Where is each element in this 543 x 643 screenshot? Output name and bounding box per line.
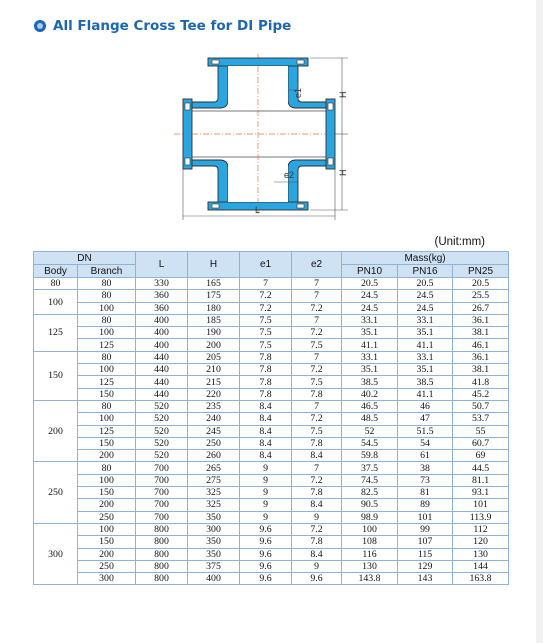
table-cell: 116 (342, 548, 398, 560)
table-cell: 35.1 (398, 364, 453, 376)
table-cell: 7 (292, 462, 342, 474)
cross-tee-drawing (170, 52, 370, 230)
table-cell: 40.2 (342, 388, 398, 400)
table-row (34, 351, 509, 363)
pn10-header: PN10 (342, 265, 398, 278)
body-header: Body (34, 265, 78, 278)
table-cell: 7.5 (240, 327, 292, 339)
table-cell: 7.5 (240, 339, 292, 351)
table-cell: 700 (136, 499, 188, 511)
table-cell: 38.5 (342, 376, 398, 388)
table-cell: 36.1 (453, 351, 509, 363)
table-cell: 150 (78, 487, 136, 499)
table-row (34, 376, 509, 388)
table-cell: 100 (78, 523, 136, 535)
table-cell: 61 (398, 450, 453, 462)
table-cell: 37.5 (342, 462, 398, 474)
table-cell: 80 (78, 462, 136, 474)
table-cell: 400 (136, 314, 188, 326)
l-label: L (255, 205, 261, 215)
table-cell: 700 (136, 462, 188, 474)
body-cell: 200 (34, 400, 78, 461)
table-cell: 7.8 (240, 376, 292, 388)
table-cell: 100 (78, 474, 136, 486)
table-cell: 26.7 (453, 302, 509, 314)
table-cell: 440 (136, 351, 188, 363)
table-cell: 300 (188, 523, 240, 535)
table-cell: 175 (188, 290, 240, 302)
table-cell: 360 (136, 302, 188, 314)
table-cell: 205 (188, 351, 240, 363)
table-cell: 9 (292, 511, 342, 523)
table-cell: 350 (188, 548, 240, 560)
table-cell: 7.5 (292, 376, 342, 388)
table-cell: 7.2 (292, 413, 342, 425)
table-cell: 9 (240, 511, 292, 523)
table-cell: 35.1 (342, 364, 398, 376)
table-cell: 45.2 (453, 388, 509, 400)
table-cell: 400 (136, 327, 188, 339)
table-cell: 7.8 (240, 364, 292, 376)
body-cell: 300 (34, 523, 78, 584)
table-cell: 101 (398, 511, 453, 523)
table-cell: 80 (78, 351, 136, 363)
table-cell: 7 (240, 278, 292, 290)
table-row (34, 302, 509, 314)
table-cell: 7.5 (292, 425, 342, 437)
table-cell: 113.9 (453, 511, 509, 523)
table-cell: 100 (78, 327, 136, 339)
table-cell: 7.5 (240, 314, 292, 326)
table-cell: 7.8 (292, 437, 342, 449)
table-cell: 125 (78, 339, 136, 351)
table-row (34, 523, 509, 535)
table-cell: 180 (188, 302, 240, 314)
section-title (34, 18, 291, 34)
table-cell: 9.6 (240, 523, 292, 535)
table-cell: 47 (398, 413, 453, 425)
table-cell: 7.8 (292, 388, 342, 400)
table-row (34, 364, 509, 376)
table-cell: 54.5 (342, 437, 398, 449)
table-cell: 375 (188, 560, 240, 572)
table-cell: 9 (240, 474, 292, 486)
table-cell: 700 (136, 474, 188, 486)
table-row (34, 474, 509, 486)
table-cell: 33.1 (398, 314, 453, 326)
table-cell: 275 (188, 474, 240, 486)
table-cell: 7.2 (240, 290, 292, 302)
table-cell: 400 (188, 573, 240, 585)
table-cell: 20.5 (398, 278, 453, 290)
table-cell: 9.6 (240, 573, 292, 585)
table-cell: 35.1 (398, 327, 453, 339)
table-cell: 400 (136, 339, 188, 351)
table-cell: 48.5 (342, 413, 398, 425)
table-cell: 9.6 (240, 548, 292, 560)
table-cell: 80 (78, 314, 136, 326)
table-row (34, 290, 509, 302)
table-cell: 700 (136, 487, 188, 499)
e1-header: e1 (240, 252, 292, 278)
table-cell: 350 (188, 511, 240, 523)
table-cell: 38.1 (453, 327, 509, 339)
table-cell: 7.8 (292, 487, 342, 499)
table-row (34, 511, 509, 523)
table-cell: 7 (292, 290, 342, 302)
table-row (34, 487, 509, 499)
spec-table (33, 251, 509, 585)
table-cell: 98.9 (342, 511, 398, 523)
table-cell: 325 (188, 499, 240, 511)
table-row (34, 425, 509, 437)
body-cell: 80 (34, 278, 78, 290)
table-cell: 33.1 (398, 351, 453, 363)
table-cell: 107 (398, 536, 453, 548)
table-cell: 9 (240, 487, 292, 499)
table-cell: 53.7 (453, 413, 509, 425)
mass-header: Mass(kg) (342, 252, 509, 265)
table-cell: 100 (78, 302, 136, 314)
table-cell: 115 (398, 548, 453, 560)
table-cell: 330 (136, 278, 188, 290)
table-cell: 9.6 (240, 560, 292, 572)
table-cell: 38 (398, 462, 453, 474)
dn-header: DN (34, 252, 136, 265)
table-cell: 100 (78, 413, 136, 425)
table-row (34, 499, 509, 511)
table-row (34, 400, 509, 412)
table-cell: 200 (188, 339, 240, 351)
table-cell: 240 (188, 413, 240, 425)
table-cell: 700 (136, 511, 188, 523)
table-cell: 250 (78, 560, 136, 572)
table-cell: 800 (136, 548, 188, 560)
table-row (34, 327, 509, 339)
table-cell: 520 (136, 413, 188, 425)
table-cell: 350 (188, 536, 240, 548)
body-cell: 125 (34, 314, 78, 351)
table-cell: 7.2 (292, 302, 342, 314)
table-cell: 52 (342, 425, 398, 437)
table-cell: 8.4 (240, 400, 292, 412)
table-row (34, 548, 509, 560)
table-cell: 41.1 (398, 339, 453, 351)
table-row (34, 339, 509, 351)
table-cell: 50.7 (453, 400, 509, 412)
pn25-header: PN25 (453, 265, 509, 278)
table-cell: 8.4 (292, 450, 342, 462)
table-row (34, 413, 509, 425)
table-cell: 41.8 (453, 376, 509, 388)
table-cell: 129 (398, 560, 453, 572)
table-cell: 46.1 (453, 339, 509, 351)
e1-label: e1 (293, 87, 303, 98)
table-cell: 74.5 (342, 474, 398, 486)
table-cell: 60.7 (453, 437, 509, 449)
e2-header: e2 (292, 252, 342, 278)
table-cell: 210 (188, 364, 240, 376)
table-cell: 38.1 (453, 364, 509, 376)
table-cell: 112 (453, 523, 509, 535)
table-row (34, 536, 509, 548)
table-cell: 8.4 (292, 548, 342, 560)
table-cell: 125 (78, 376, 136, 388)
table-cell: 800 (136, 560, 188, 572)
body-cell: 150 (34, 351, 78, 400)
table-cell: 51.5 (398, 425, 453, 437)
table-cell: 143.8 (342, 573, 398, 585)
table-cell: 73 (398, 474, 453, 486)
table-cell: 200 (78, 548, 136, 560)
table-cell: 325 (188, 487, 240, 499)
table-cell: 200 (78, 450, 136, 462)
table-cell: 41.1 (398, 388, 453, 400)
table-row (34, 388, 509, 400)
table-cell: 125 (78, 425, 136, 437)
e2-label: e2 (284, 170, 295, 180)
table-cell: 215 (188, 376, 240, 388)
table-cell: 20.5 (453, 278, 509, 290)
pn16-header: PN16 (398, 265, 453, 278)
section-title-text: All Flange Cross Tee for DI Pipe (53, 18, 292, 34)
table-cell: 7 (292, 278, 342, 290)
table-cell: 440 (136, 364, 188, 376)
table-cell: 89 (398, 499, 453, 511)
table-cell: 7 (292, 314, 342, 326)
table-cell: 99 (398, 523, 453, 535)
table-cell: 200 (78, 499, 136, 511)
h-header: H (188, 252, 240, 278)
h-bottom-label: H (338, 169, 348, 176)
table-row (34, 437, 509, 449)
table-cell: 93.1 (453, 487, 509, 499)
table-row (34, 560, 509, 572)
table-cell: 8.4 (240, 413, 292, 425)
table-cell: 143 (398, 573, 453, 585)
spec-table-body (34, 278, 509, 585)
table-cell: 800 (136, 523, 188, 535)
table-cell: 24.5 (398, 302, 453, 314)
table-cell: 7.2 (292, 474, 342, 486)
table-cell: 120 (453, 536, 509, 548)
table-cell: 81 (398, 487, 453, 499)
table-cell: 20.5 (342, 278, 398, 290)
table-cell: 69 (453, 450, 509, 462)
table-cell: 24.5 (342, 290, 398, 302)
l-header: L (136, 252, 188, 278)
table-row (34, 278, 509, 290)
table-cell: 300 (78, 573, 136, 585)
table-cell: 46 (398, 400, 453, 412)
table-cell: 9 (240, 462, 292, 474)
table-cell: 33.1 (342, 351, 398, 363)
table-cell: 7.2 (292, 364, 342, 376)
table-cell: 520 (136, 450, 188, 462)
bullet-icon (34, 20, 46, 32)
table-cell: 54 (398, 437, 453, 449)
table-cell: 7.2 (292, 523, 342, 535)
table-cell: 150 (78, 388, 136, 400)
table-cell: 260 (188, 450, 240, 462)
table-cell: 8.4 (240, 437, 292, 449)
table-cell: 245 (188, 425, 240, 437)
table-cell: 7.5 (292, 339, 342, 351)
table-cell: 185 (188, 314, 240, 326)
body-cell: 100 (34, 290, 78, 315)
table-cell: 41.1 (342, 339, 398, 351)
table-cell: 8.4 (240, 450, 292, 462)
table-cell: 80 (78, 290, 136, 302)
table-cell: 7.2 (240, 302, 292, 314)
branch-header: Branch (78, 265, 136, 278)
table-cell: 235 (188, 400, 240, 412)
table-cell: 33.1 (342, 314, 398, 326)
table-cell: 250 (188, 437, 240, 449)
table-cell: 265 (188, 462, 240, 474)
table-cell: 130 (453, 548, 509, 560)
table-cell: 250 (78, 511, 136, 523)
table-cell: 90.5 (342, 499, 398, 511)
table-row (34, 450, 509, 462)
body-cell: 250 (34, 462, 78, 523)
table-cell: 8.4 (292, 499, 342, 511)
table-cell: 150 (78, 536, 136, 548)
table-cell: 800 (136, 536, 188, 548)
table-cell: 24.5 (398, 290, 453, 302)
table-row (34, 573, 509, 585)
table-cell: 8.4 (240, 425, 292, 437)
table-cell: 7 (292, 400, 342, 412)
table-cell: 9.6 (292, 573, 342, 585)
table-cell: 520 (136, 400, 188, 412)
table-cell: 163.8 (453, 573, 509, 585)
table-cell: 520 (136, 437, 188, 449)
table-cell: 165 (188, 278, 240, 290)
table-cell: 46.5 (342, 400, 398, 412)
table-cell: 440 (136, 388, 188, 400)
table-cell: 80 (78, 278, 136, 290)
table-cell: 440 (136, 376, 188, 388)
table-cell: 44.5 (453, 462, 509, 474)
table-cell: 59.8 (342, 450, 398, 462)
table-cell: 80 (78, 400, 136, 412)
table-cell: 7 (292, 351, 342, 363)
table-cell: 24.5 (342, 302, 398, 314)
table-cell: 36.1 (453, 314, 509, 326)
table-cell: 101 (453, 499, 509, 511)
table-cell: 9 (240, 499, 292, 511)
table-cell: 100 (78, 364, 136, 376)
table-cell: 7.8 (240, 351, 292, 363)
table-cell: 520 (136, 425, 188, 437)
table-cell: 38.5 (398, 376, 453, 388)
table-row (34, 462, 509, 474)
table-cell: 9.6 (240, 536, 292, 548)
table-cell: 25.5 (453, 290, 509, 302)
table-cell: 220 (188, 388, 240, 400)
table-cell: 100 (342, 523, 398, 535)
unit-note: (Unit:mm) (434, 236, 485, 248)
h-top-label: H (338, 91, 348, 98)
table-cell: 55 (453, 425, 509, 437)
table-cell: 144 (453, 560, 509, 572)
table-row (34, 314, 509, 326)
table-cell: 800 (136, 573, 188, 585)
table-cell: 150 (78, 437, 136, 449)
table-cell: 190 (188, 327, 240, 339)
table-cell: 81.1 (453, 474, 509, 486)
table-cell: 9 (292, 560, 342, 572)
table-cell: 360 (136, 290, 188, 302)
table-cell: 108 (342, 536, 398, 548)
table-cell: 7.8 (292, 536, 342, 548)
page-edge (536, 0, 543, 643)
table-cell: 130 (342, 560, 398, 572)
table-cell: 35.1 (342, 327, 398, 339)
table-cell: 7.2 (292, 327, 342, 339)
table-cell: 82.5 (342, 487, 398, 499)
table-cell: 7.8 (240, 388, 292, 400)
